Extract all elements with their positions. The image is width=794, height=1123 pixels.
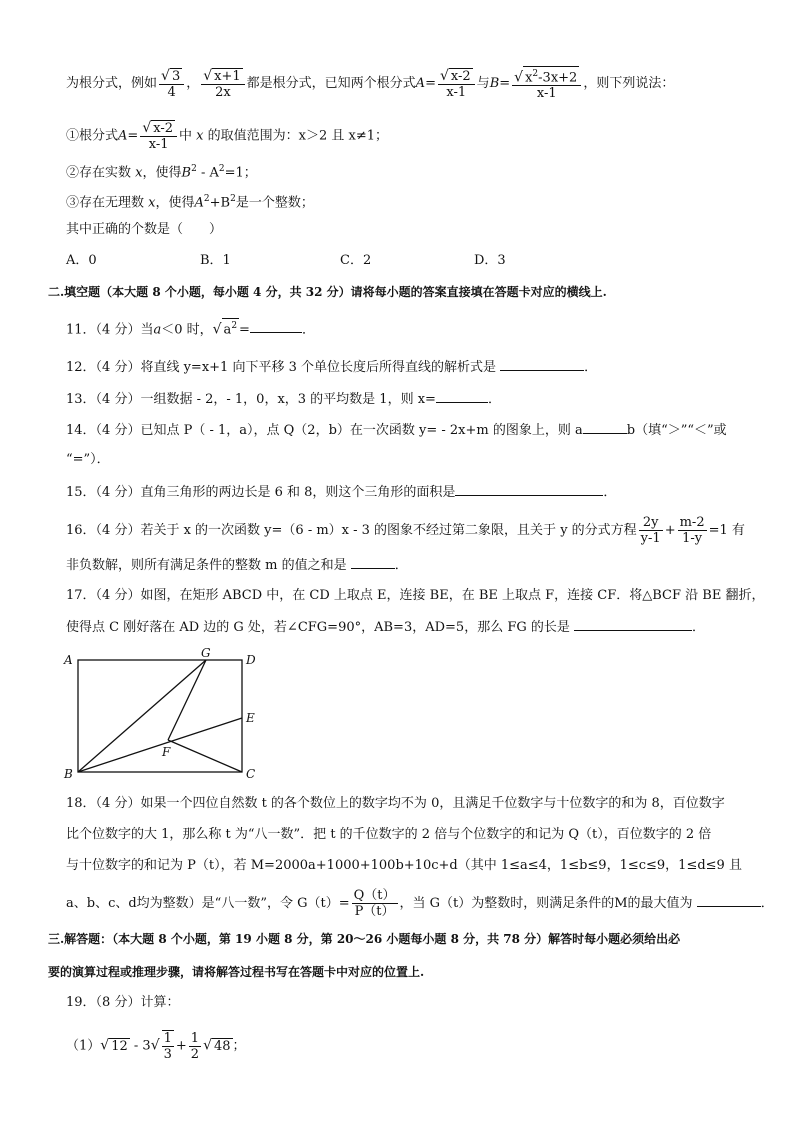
question-11: 11．（4 分）当a＜0 时，√ $a^2$ = ． (66, 318, 315, 339)
section-3-header-line-2: 要的演算过程或推理步骤，请将解答过程书写在答题卡中对应的位置上. (48, 965, 425, 979)
question-12: 12．（4 分）将直线 y=x+1 向下平移 3 个单位长度后所得直线的解析式是 ． (66, 357, 597, 377)
answer-blank-14[interactable] (583, 420, 627, 434)
option-c: C．2 (340, 253, 372, 268)
section-3-header: 三.解答题：（本大题 8 个小题，第 19 小题 8 分，第 20～26 小题每小题 8 分，共 78 分）解答时每小题必须给出必 (48, 932, 681, 946)
rectangle-figure (62, 648, 282, 780)
answer-blank-12[interactable] (500, 357, 584, 371)
answer-blank-17[interactable] (574, 617, 692, 631)
intro-line: 为根分式，例如 $\frac{√ 3}{4}$ ， $\frac{√ x+1}{2x}$ 都是根分式，已知两个根分式A= $\frac{√ x-2}{x-1}$ 与B= $\frac{√ x^2-3x+2}{x-1}$ ，则下列说法： (66, 67, 675, 102)
question-18: 18．（4 分）如果一个四位自然数 t 的各个数位上的数字均不为 0，且满足千位数字与十位数字的和为 8，百位数字 (66, 796, 725, 811)
statement-3: ③存在无理数 x，使得$A^2+B^2$是一个整数； (66, 194, 314, 211)
question-17-line-2: 使得点 C 刚好落在 AD 边的 G 处，若∠CFG=90°，AB=3，AD=5，那么 FG 的长是 ． (66, 617, 705, 637)
label-f: F (162, 745, 171, 759)
segment-bg (78, 660, 206, 772)
option-d: D．3 (474, 253, 506, 268)
q16-fraction-2: $\frac{m-2}{1-y}$ (679, 515, 705, 546)
question-prompt: 其中正确的个数是（ ） (66, 222, 223, 237)
segment-fc (168, 740, 242, 772)
example-fraction-2: $\frac{√ x+1}{2x}$ (201, 68, 244, 100)
segment-be (78, 718, 242, 772)
question-14-line-2: “=”）． (66, 452, 110, 467)
label-g: G (201, 648, 211, 660)
label-b: B (64, 767, 73, 780)
statement-1-fraction: $\frac{√ x-2}{x-1}$ (140, 120, 177, 152)
question-19-part-1: （1）√ 12 - 3√ $\frac{1}{3}$ + $\frac{1}{2}$ √ 48 ； (66, 1030, 246, 1062)
q19-fraction-2: $\frac{1}{2}$ (190, 1030, 200, 1062)
question-18-line-4: a、b、c、d均为整数）是“八一数”，令 G（t）= $\frac{Q(t)}{P(t)}$ ，当 G（t）为整数时，则满足条件的M的最大值为 ． (66, 888, 774, 919)
question-18-line-2: 比个位数字的大 1，那么称 t 为“八一数”．把 t 的千位数字的 2 倍与个位数字的和记为 Q（t），百位数字的 2 倍 (66, 827, 712, 842)
statement-1: ①根分式A= $\frac{√ x-2}{x-1}$ 中 x 的取值范围为：x＞2 且 x≠1； (66, 120, 389, 152)
option-a: A．0 (66, 253, 97, 268)
q19-fraction-1: $\frac{1}{3}$ (163, 1031, 172, 1062)
label-a: A (64, 653, 73, 667)
question-17: 17．（4 分）如图，在矩形 ABCD 中，在 CD 上取点 E，连接 BE，在 BE 上取点 F，连接 CF．将△BCF 沿 BE 翻折， (66, 588, 765, 603)
question-16-line-2: 非负数解，则所有满足条件的整数 m 的值之和是 ． (66, 555, 408, 575)
example-fraction-1: $\frac{√ 3}{4}$ (159, 68, 184, 100)
question-15: 15．（4 分）直角三角形的两边长是 6 和 8，则这个三角形的面积是 ． (66, 482, 616, 502)
intro-text-2: 都是根分式，已知两个根分式 (246, 76, 416, 92)
answer-blank-16[interactable] (351, 555, 395, 569)
question-14: 14．（4 分）已知点 P（ - 1，a），点 Q（2，b）在一次函数 y= - 2x+m 的图象上，则 a b（填“＞”“＜”或 (66, 420, 727, 440)
answer-blank-15[interactable] (455, 482, 603, 496)
question-13: 13．（4 分）一组数据 - 2，- 1，0，x，3 的平均数是 1，则 x= ． (66, 389, 501, 409)
intro-text-1: 为根分式，例如 (66, 76, 158, 92)
label-e: E (246, 711, 255, 725)
label-c: C (246, 767, 256, 780)
section-2-header: 二.填空题（本大题 8 个小题，每小题 4 分，共 32 分）请将每小题的答案直接填在答题卡对应的横线上. (48, 285, 607, 299)
answer-blank-18[interactable] (697, 893, 761, 907)
label-d: D (246, 653, 256, 667)
fraction-A: $\frac{√ x-2}{x-1}$ (438, 68, 475, 100)
q16-fraction-1: $\frac{2y}{y-1}$ (640, 515, 661, 546)
statement-2: ②存在实数 x，使得$B^2 - A^2=1$； (66, 164, 257, 181)
question-19: 19．（8 分）计算： (66, 995, 180, 1010)
answer-blank-11[interactable] (250, 319, 302, 333)
question-18-line-3: 与十位数字的和记为 P（t），若 M=2000a+1000+100b+10c+d（其中 1≤a≤4，1≤b≤9，1≤c≤9，1≤d≤9 且 (66, 858, 742, 873)
q18-fraction: $\frac{Q(t)}{P(t)}$ (353, 888, 396, 919)
segment-gf (168, 660, 206, 740)
answer-blank-13[interactable] (436, 389, 488, 403)
option-b: B．1 (200, 253, 231, 268)
question-16: 16．（4 分）若关于 x 的一次函数 y=（6 - m）x - 3 的图象不经过第二象限，且关于 y 的分式方程 $\frac{2y}{y-1}$ + $\frac{m-2}{1-y}$ =1 有 (66, 515, 745, 546)
fraction-B: $\frac{√ x^2-3x+2}{x-1}$ (512, 66, 581, 101)
rectangle-abcd (78, 660, 242, 772)
